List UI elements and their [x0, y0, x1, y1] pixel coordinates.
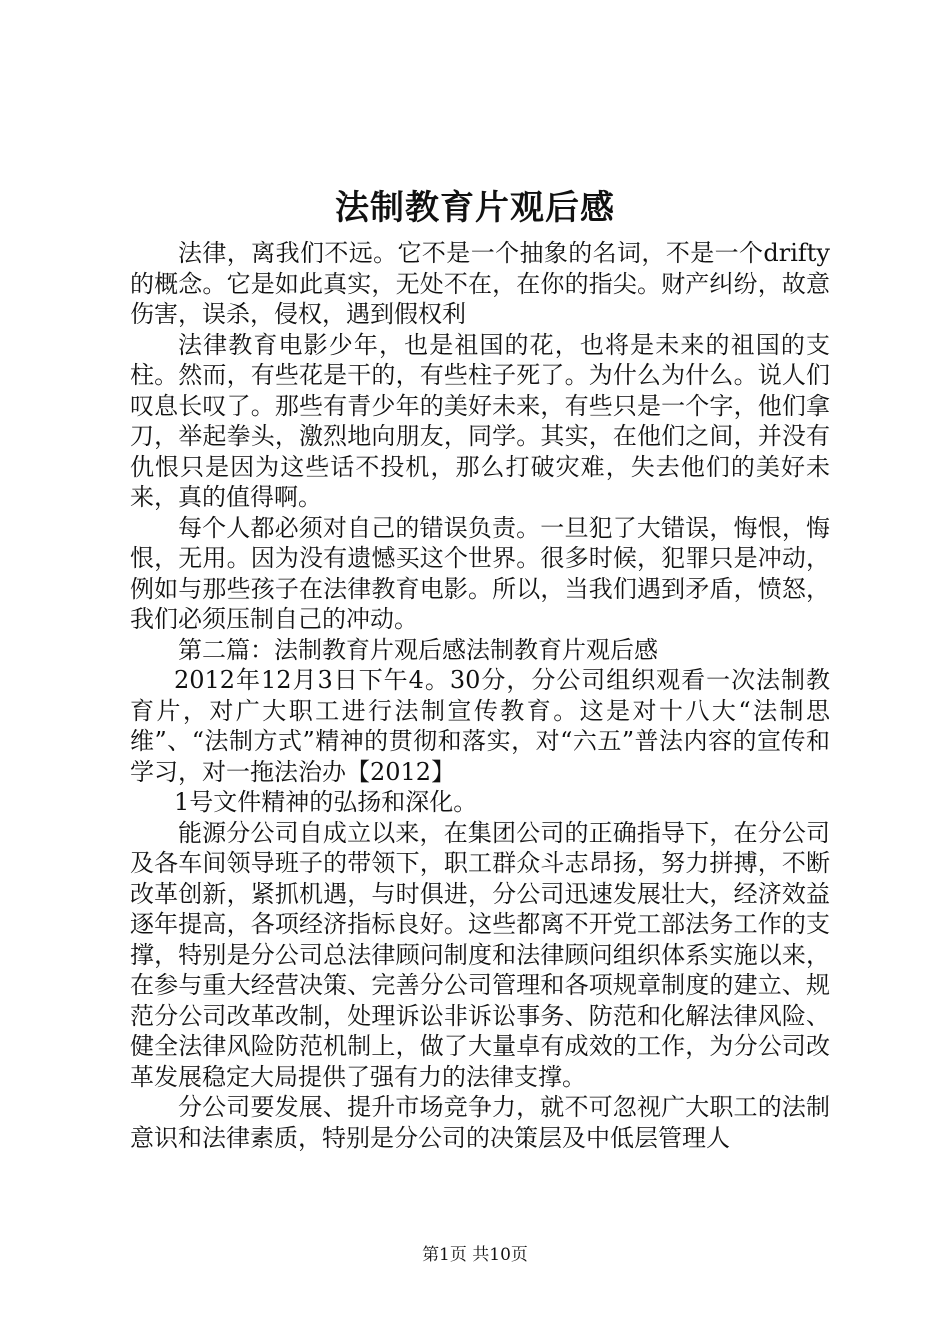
- paragraph-7: 分公司要发展、提升市场竞争力，就不可忽视广大职工的法制意识和法律素质，特别是分公司的决策层及中低层管理人: [130, 1093, 830, 1152]
- paragraph-4: 2012年12月3日下午4。30分，分公司组织观看一次法制教育片，对广大职工进行法制宣传教育。这是对十八大“法制思维”、“法制方式”精神的贯彻和落实，对“六五”普法内容的宣传和学习，对一拖法治办【2012】: [130, 666, 830, 786]
- document-body: [130, 238, 830, 1153]
- document-title: 法制教育片观后感: [335, 188, 615, 228]
- paragraph-5: 1号文件精神的弘扬和深化。: [174, 788, 478, 816]
- paragraph-2: 法律教育电影少年，也是祖国的花，也将是未来的祖国的支柱。然而，有些花是干的，有些柱子死了。为什么为什么。说人们叹息长叹了。那些有青少年的美好未来，有些只是一个字，他们拿刀，举起拳头，激烈地向朋友，同学。其实，在他们之间，并没有仇恨只是因为这些话不投机，那么打破灾难，失去他们的美好未来，真的值得啊。: [130, 330, 830, 511]
- paragraph-3: 每个人都必须对自己的错误负责。一旦犯了大错误，悔恨，悔恨，无用。因为没有遗憾买这个世界。很多时候，犯罪只是冲动，例如与那些孩子在法律教育电影。所以，当我们遇到矛盾，愤怒，我们必须压制自己的冲动。: [130, 513, 830, 633]
- paragraph-1: 法律，离我们不远。它不是一个抽象的名词，不是一个drifty的概念。它是如此真实，无处不在，在你的指尖。财产纠纷，故意伤害，误杀，侵权，遇到假权利: [130, 239, 830, 328]
- section-heading-2: 第二篇：法制教育片观后感法制教育片观后感: [178, 635, 658, 664]
- paragraph-6: 能源分公司自成立以来，在集团公司的正确指导下，在分公司及各车间领导班子的带领下，职工群众斗志昂扬，努力拼搏，不断改革创新，紧抓机遇，与时俱进，分公司迅速发展壮大，经济效益逐年提高，各项经济指标良好。这些都离不开党工部法务工作的支撑，特别是分公司总法律顾问制度和法律顾问组织体系实施以来，在参与重大经营决策、完善分公司管理和各项规章制度的建立、规范分公司改革改制，处理诉讼非诉讼事务、防范和化解法律风险、健全法律风险防范机制上，做了大量卓有成效的工作，为分公司改革发展稳定大局提供了强有力的法律支撑。: [130, 818, 830, 1091]
- page-footer: 第1页 共10页: [422, 1245, 528, 1265]
